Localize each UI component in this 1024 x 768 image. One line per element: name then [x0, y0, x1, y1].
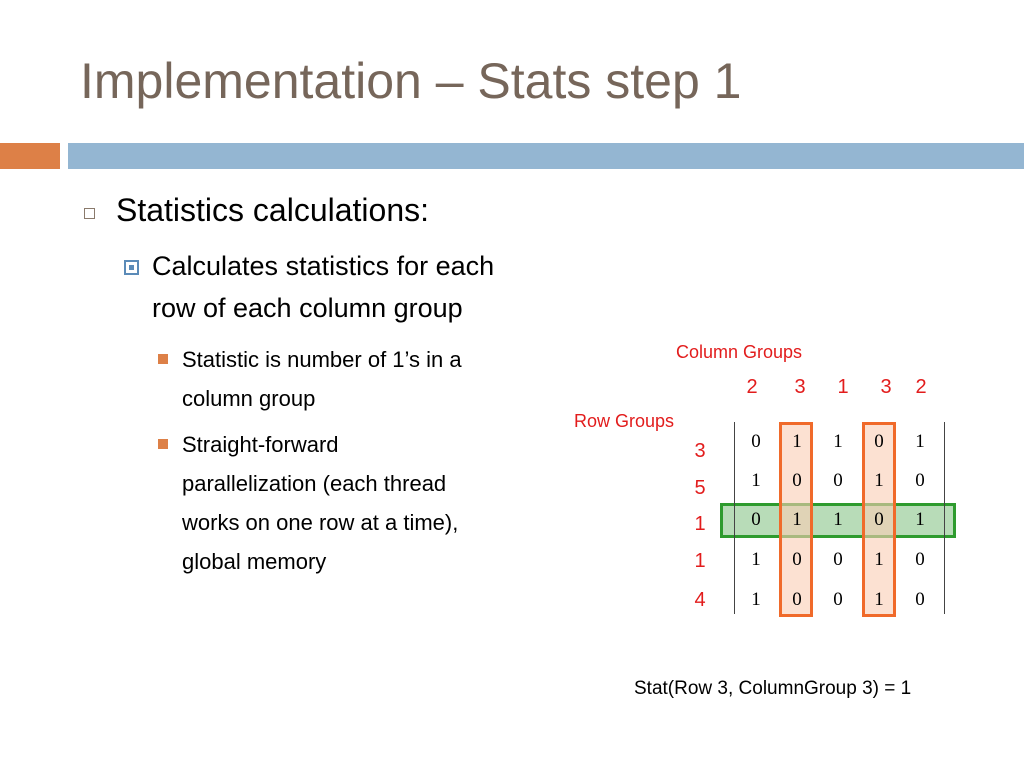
matrix-cell: 1 [915, 431, 925, 452]
matrix-cell: 1 [792, 509, 802, 530]
matrix-cell: 0 [833, 470, 843, 491]
row-groups-label: Row Groups [574, 411, 675, 431]
row-group-value: 5 [694, 477, 706, 499]
matrix-cell: 1 [915, 509, 925, 530]
matrix-cell: 0 [915, 549, 925, 570]
bullet-level3-b-line4: global memory [182, 549, 327, 574]
matrix-cell: 1 [751, 470, 761, 491]
matrix-cell: 1 [874, 549, 884, 570]
bullet-level2-line2: row of each column group [152, 293, 463, 323]
slide-title: Implementation – Stats step 1 [80, 53, 742, 109]
row-group-value: 3 [694, 440, 706, 462]
accent-bar-blue [68, 143, 1024, 169]
bullet-level1: Statistics calculations: [116, 192, 430, 228]
matrix-cell: 0 [751, 431, 761, 452]
column-group-value: 1 [837, 376, 849, 398]
bullet-level3-b-line1: Straight-forward [182, 432, 339, 457]
matrix-cell: 1 [751, 589, 761, 610]
matrix-left-bracket [734, 422, 735, 614]
bullet-level3-b-line2: parallelization (each thread [182, 471, 447, 496]
bullet-hollow-square-icon [84, 208, 95, 219]
matrix-cell: 0 [833, 549, 843, 570]
row-group-value: 4 [694, 589, 706, 611]
matrix-cell: 0 [874, 431, 884, 452]
matrix-cell: 1 [751, 549, 761, 570]
stat-caption: Stat(Row 3, ColumnGroup 3) = 1 [634, 678, 912, 699]
column-group-value: 2 [746, 376, 758, 398]
bullet-level2-line1: Calculates statistics for each [152, 251, 495, 281]
column-group-value: 2 [915, 376, 927, 398]
matrix-cell: 0 [915, 470, 925, 491]
bullet-level3-a-line1: Statistic is number of 1’s in a [182, 347, 462, 372]
row-group-value: 1 [694, 550, 706, 572]
matrix-cell: 0 [792, 470, 802, 491]
matrix-cell: 0 [874, 509, 884, 530]
bullet-orange-square-icon [158, 354, 168, 364]
matrix-cell: 0 [915, 589, 925, 610]
matrix-cell: 0 [792, 589, 802, 610]
bullet-level3-b-line3: works on one row at a time), [182, 510, 459, 535]
bullet-boxed-square-icon [124, 260, 139, 275]
matrix-cell: 0 [833, 589, 843, 610]
bullet-orange-square-icon [158, 439, 168, 449]
matrix-right-bracket [944, 422, 945, 614]
row-group-value: 1 [694, 513, 706, 535]
column-group-value: 3 [880, 376, 892, 398]
bullet-level3-a-line2: column group [182, 386, 316, 411]
accent-bar-orange [0, 143, 60, 169]
column-groups-label: Column Groups [676, 342, 803, 362]
matrix-cell: 1 [833, 509, 843, 530]
matrix-cell: 1 [874, 470, 884, 491]
matrix-cell: 1 [874, 589, 884, 610]
matrix-cell: 0 [751, 509, 761, 530]
column-group-value: 3 [794, 376, 806, 398]
matrix-cell: 0 [792, 549, 802, 570]
matrix-cell: 1 [792, 431, 802, 452]
matrix-cell: 1 [833, 431, 843, 452]
